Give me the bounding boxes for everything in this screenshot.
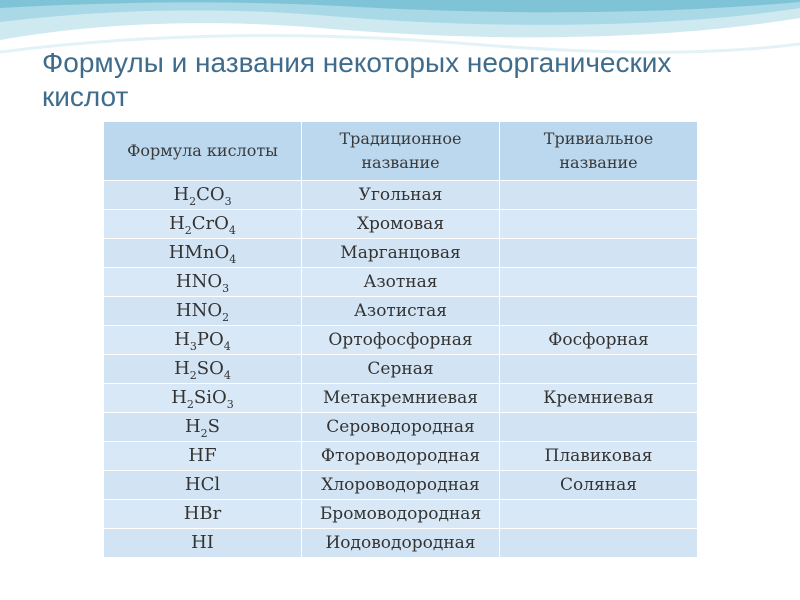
formula-cell xyxy=(104,413,302,442)
acids-table xyxy=(103,121,698,558)
table-row xyxy=(104,500,698,529)
formula-cell xyxy=(104,181,302,210)
trivial-name-cell xyxy=(500,529,698,558)
formula-symbol: H xyxy=(174,329,190,350)
trivial-name-cell xyxy=(500,181,698,210)
formula-cell xyxy=(104,529,302,558)
trivial-name-cell: Кремниевая xyxy=(500,384,698,413)
formula-subscript: 2 xyxy=(189,195,197,208)
formula-symbol: SO xyxy=(196,358,224,379)
traditional-name-cell: Фтороводородная xyxy=(302,442,500,471)
formula-subscript: 4 xyxy=(228,224,236,237)
formula-symbol: HI xyxy=(191,532,214,553)
traditional-name-cell: Угольная xyxy=(302,181,500,210)
table-row xyxy=(104,355,698,384)
traditional-name-cell: Иодоводородная xyxy=(302,529,500,558)
table-row xyxy=(104,384,698,413)
table-row xyxy=(104,297,698,326)
formula-cell xyxy=(104,239,302,268)
formula-subscript: 2 xyxy=(189,369,197,382)
trivial-name-cell xyxy=(500,297,698,326)
page-title: Формулы и названия некоторых неорганических кислот xyxy=(42,47,672,112)
formula-subscript: 2 xyxy=(222,311,230,324)
trivial-name-cell xyxy=(500,500,698,529)
table-row xyxy=(104,268,698,297)
table-row xyxy=(104,326,698,355)
formula-symbol: S xyxy=(207,416,221,437)
formula-symbol: H xyxy=(174,358,190,379)
formula-symbol: HF xyxy=(188,445,217,466)
formula-subscript: 4 xyxy=(223,340,231,353)
formula-symbol: SiO xyxy=(193,387,227,408)
formula-cell xyxy=(104,326,302,355)
traditional-name-cell: Бромоводородная xyxy=(302,500,500,529)
formula-cell xyxy=(104,384,302,413)
formula-cell xyxy=(104,500,302,529)
table-row xyxy=(104,413,698,442)
trivial-name-cell: Плавиковая xyxy=(500,442,698,471)
trivial-name-cell xyxy=(500,355,698,384)
formula-symbol: HBr xyxy=(183,503,222,524)
trivial-name-cell xyxy=(500,239,698,268)
formula-symbol: H xyxy=(169,213,185,234)
header-traditional-name: Традиционное название xyxy=(302,122,500,181)
table-header-row xyxy=(104,122,698,181)
table-row xyxy=(104,471,698,500)
table-row xyxy=(104,181,698,210)
formula-symbol: H xyxy=(171,387,187,408)
formula-symbol: PO xyxy=(196,329,224,350)
formula-subscript: 3 xyxy=(222,282,230,295)
formula-symbol: CO xyxy=(196,184,225,205)
traditional-name-cell: Серная xyxy=(302,355,500,384)
formula-subscript: 2 xyxy=(186,398,194,411)
formula-subscript: 3 xyxy=(224,195,232,208)
table-row xyxy=(104,442,698,471)
traditional-name-cell: Азотистая xyxy=(302,297,500,326)
traditional-name-cell: Ортофосфорная xyxy=(302,326,500,355)
formula-symbol: HNO xyxy=(175,300,223,321)
trivial-name-cell: Фосфорная xyxy=(500,326,698,355)
formula-subscript: 3 xyxy=(189,340,197,353)
formula-symbol: H xyxy=(184,416,201,437)
formula-symbol: H xyxy=(173,184,190,205)
formula-subscript: 2 xyxy=(184,224,192,237)
formula-subscript: 4 xyxy=(229,253,237,266)
trivial-name-cell xyxy=(500,268,698,297)
formula-symbol: HNO xyxy=(175,271,223,292)
formula-symbol: CrO xyxy=(191,213,229,234)
table-body xyxy=(104,181,698,558)
formula-symbol: HMnO xyxy=(168,242,230,263)
table-row xyxy=(104,529,698,558)
traditional-name-cell: Азотная xyxy=(302,268,500,297)
formula-subscript: 3 xyxy=(226,398,234,411)
traditional-name-cell: Сероводородная xyxy=(302,413,500,442)
formula-subscript: 4 xyxy=(223,369,231,382)
formula-cell xyxy=(104,297,302,326)
traditional-name-cell: Марганцовая xyxy=(302,239,500,268)
formula-subscript: 2 xyxy=(200,427,208,440)
formula-symbol: HCl xyxy=(184,474,221,495)
header-formula: Формула кислоты xyxy=(104,122,302,181)
formula-cell xyxy=(104,268,302,297)
trivial-name-cell xyxy=(500,210,698,239)
formula-cell xyxy=(104,355,302,384)
trivial-name-cell: Соляная xyxy=(500,471,698,500)
traditional-name-cell: Хлороводородная xyxy=(302,471,500,500)
formula-cell xyxy=(104,442,302,471)
formula-cell xyxy=(104,471,302,500)
trivial-name-cell xyxy=(500,413,698,442)
table-row xyxy=(104,239,698,268)
formula-cell xyxy=(104,210,302,239)
table-row xyxy=(104,210,698,239)
traditional-name-cell: Метакремниевая xyxy=(302,384,500,413)
header-trivial-name: Тривиальное название xyxy=(500,122,698,181)
traditional-name-cell: Хромовая xyxy=(302,210,500,239)
